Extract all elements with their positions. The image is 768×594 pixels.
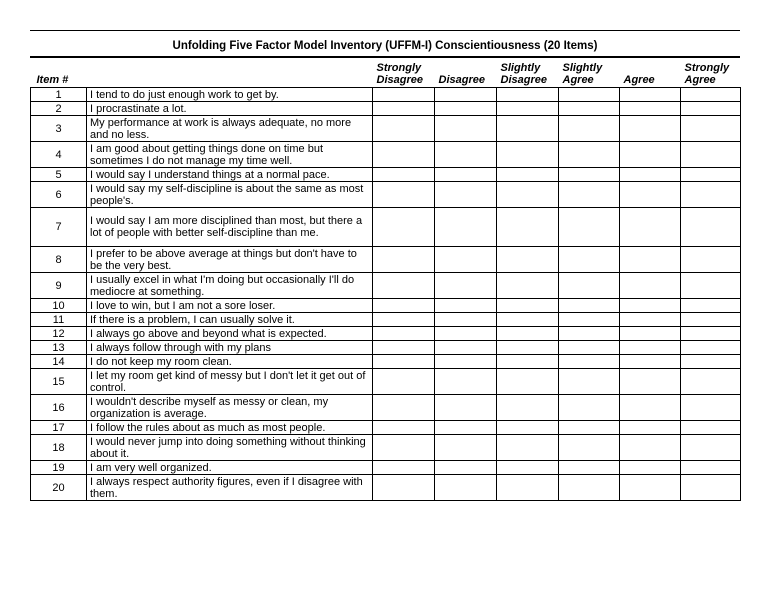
rating-cell-agree[interactable] [620, 369, 681, 395]
rating-cell-disagree[interactable] [435, 421, 497, 435]
item-number: 3 [31, 116, 87, 142]
rating-cell-strongly-disagree[interactable] [373, 299, 435, 313]
rating-cell-strongly-disagree[interactable] [373, 435, 435, 461]
rating-cell-strongly-agree[interactable] [681, 341, 741, 355]
item-statement: I love to win, but I am not a sore loser. [87, 299, 373, 313]
rating-cell-slightly-disagree[interactable] [497, 369, 559, 395]
rating-cell-strongly-agree[interactable] [681, 88, 741, 102]
rating-cell-slightly-agree[interactable] [559, 273, 620, 299]
rating-cell-strongly-disagree[interactable] [373, 247, 435, 273]
page-title: Unfolding Five Factor Model Inventory (UFFM-I) Conscientiousness (20 Items) [172, 40, 598, 52]
rating-cell-slightly-disagree[interactable] [497, 461, 559, 475]
rating-cell-strongly-disagree[interactable] [373, 341, 435, 355]
rating-cell-strongly-disagree[interactable] [373, 369, 435, 395]
rating-cell-slightly-agree[interactable] [559, 88, 620, 102]
rating-cell-slightly-disagree[interactable] [497, 247, 559, 273]
rating-cell-agree[interactable] [620, 142, 681, 168]
rating-cell-slightly-agree[interactable] [559, 435, 620, 461]
item-statement: I would say my self-discipline is about the same as most people's. [87, 182, 373, 208]
item-statement: I always go above and beyond what is expected. [87, 327, 373, 341]
rating-cell-slightly-disagree[interactable] [497, 299, 559, 313]
item-number: 8 [31, 247, 87, 273]
item-number: 20 [31, 475, 87, 501]
rating-cell-strongly-agree[interactable] [681, 142, 741, 168]
top-rule [30, 30, 740, 31]
rating-cell-disagree[interactable] [435, 395, 497, 421]
rating-cell-disagree[interactable] [435, 313, 497, 327]
rating-cell-slightly-agree[interactable] [559, 142, 620, 168]
table-row [31, 208, 741, 247]
inventory-page [30, 30, 740, 501]
rating-cell-strongly-agree[interactable] [681, 313, 741, 327]
item-statement: I always respect authority figures, even if I disagree with them. [87, 475, 373, 501]
table-row [31, 168, 741, 182]
rating-cell-slightly-agree[interactable] [559, 182, 620, 208]
item-statement: I prefer to be above average at things but don't have to be the very best. [87, 247, 373, 273]
item-statement: I wouldn't describe myself as messy or clean, my organization is average. [87, 395, 373, 421]
rating-cell-disagree[interactable] [435, 88, 497, 102]
table-row [31, 313, 741, 327]
item-statement: I always follow through with my plans [87, 341, 373, 355]
rating-cell-strongly-agree[interactable] [681, 327, 741, 341]
rating-cell-slightly-agree[interactable] [559, 208, 620, 247]
rating-cell-slightly-disagree[interactable] [497, 273, 559, 299]
table-row [31, 273, 741, 299]
rating-cell-agree[interactable] [620, 355, 681, 369]
item-statement: I do not keep my room clean. [87, 355, 373, 369]
rating-cell-slightly-agree[interactable] [559, 313, 620, 327]
rating-cell-slightly-disagree[interactable] [497, 182, 559, 208]
table-row [31, 475, 741, 501]
rating-cell-agree[interactable] [620, 116, 681, 142]
table-row [31, 327, 741, 341]
rating-cell-agree[interactable] [620, 313, 681, 327]
rating-cell-agree[interactable] [620, 168, 681, 182]
rating-cell-strongly-disagree[interactable] [373, 182, 435, 208]
rating-cell-agree[interactable] [620, 421, 681, 435]
rating-cell-slightly-agree[interactable] [559, 461, 620, 475]
header-row [31, 58, 741, 88]
header-disagree: Disagree [438, 74, 485, 86]
rating-cell-slightly-disagree[interactable] [497, 102, 559, 116]
rating-cell-strongly-disagree[interactable] [373, 461, 435, 475]
table-row [31, 182, 741, 208]
rating-cell-disagree[interactable] [435, 142, 497, 168]
rating-cell-disagree[interactable] [435, 273, 497, 299]
rating-cell-disagree[interactable] [435, 182, 497, 208]
header-slightly-disagree: Slightly Disagree [500, 62, 547, 86]
rating-cell-strongly-disagree[interactable] [373, 313, 435, 327]
rating-cell-disagree[interactable] [435, 208, 497, 247]
rating-cell-slightly-disagree[interactable] [497, 395, 559, 421]
rating-cell-slightly-disagree[interactable] [497, 475, 559, 501]
rating-cell-agree[interactable] [620, 475, 681, 501]
rating-cell-disagree[interactable] [435, 168, 497, 182]
rating-cell-strongly-agree[interactable] [681, 273, 741, 299]
rating-cell-disagree[interactable] [435, 341, 497, 355]
rating-cell-slightly-disagree[interactable] [497, 421, 559, 435]
statement-header [87, 58, 373, 88]
rating-cell-agree[interactable] [620, 182, 681, 208]
item-number: 14 [31, 355, 87, 369]
item-statement: I am good about getting things done on time but sometimes I do not manage my time well. [87, 142, 373, 168]
rating-cell-agree[interactable] [620, 102, 681, 116]
rating-cell-disagree[interactable] [435, 327, 497, 341]
table-row [31, 461, 741, 475]
item-number: 5 [31, 168, 87, 182]
item-statement: I would never jump into doing something without thinking about it. [87, 435, 373, 461]
rating-cell-slightly-agree[interactable] [559, 341, 620, 355]
table-row [31, 142, 741, 168]
table-row [31, 421, 741, 435]
item-number: 7 [31, 208, 87, 247]
table-row [31, 355, 741, 369]
rating-cell-strongly-agree[interactable] [681, 247, 741, 273]
rating-cell-agree[interactable] [620, 395, 681, 421]
rating-cell-disagree[interactable] [435, 116, 497, 142]
rating-cell-agree[interactable] [620, 299, 681, 313]
rating-cell-slightly-agree[interactable] [559, 168, 620, 182]
rating-cell-strongly-disagree[interactable] [373, 102, 435, 116]
rating-cell-agree[interactable] [620, 208, 681, 247]
rating-cell-strongly-disagree[interactable] [373, 475, 435, 501]
rating-cell-disagree[interactable] [435, 299, 497, 313]
rating-cell-disagree[interactable] [435, 461, 497, 475]
rating-cell-slightly-disagree[interactable] [497, 341, 559, 355]
rating-cell-strongly-agree[interactable] [681, 421, 741, 435]
item-number: 15 [31, 369, 87, 395]
item-number: 1 [31, 88, 87, 102]
item-statement: I let my room get kind of messy but I don't let it get out of control. [87, 369, 373, 395]
item-statement: I usually excel in what I'm doing but occasionally I'll do mediocre at something. [87, 273, 373, 299]
rating-cell-agree[interactable] [620, 461, 681, 475]
item-number: 18 [31, 435, 87, 461]
rating-cell-slightly-disagree[interactable] [497, 435, 559, 461]
item-number: 2 [31, 102, 87, 116]
rating-cell-slightly-agree[interactable] [559, 355, 620, 369]
item-statement: I tend to do just enough work to get by. [87, 88, 373, 102]
rating-cell-strongly-agree[interactable] [681, 395, 741, 421]
inventory-rows [31, 88, 741, 501]
rating-cell-agree[interactable] [620, 341, 681, 355]
table-row [31, 102, 741, 116]
rating-cell-strongly-disagree[interactable] [373, 208, 435, 247]
rating-cell-agree[interactable] [620, 247, 681, 273]
rating-cell-strongly-disagree[interactable] [373, 88, 435, 102]
rating-cell-strongly-disagree[interactable] [373, 273, 435, 299]
rating-cell-slightly-agree[interactable] [559, 369, 620, 395]
rating-cell-slightly-disagree[interactable] [497, 327, 559, 341]
rating-cell-strongly-agree[interactable] [681, 168, 741, 182]
rating-cell-strongly-agree[interactable] [681, 435, 741, 461]
item-number: 13 [31, 341, 87, 355]
rating-cell-agree[interactable] [620, 88, 681, 102]
rating-cell-agree[interactable] [620, 273, 681, 299]
item-statement: My performance at work is always adequate, no more and no less. [87, 116, 373, 142]
item-number: 12 [31, 327, 87, 341]
item-statement: I procrastinate a lot. [87, 102, 373, 116]
item-number: 9 [31, 273, 87, 299]
table-row [31, 435, 741, 461]
rating-cell-strongly-agree[interactable] [681, 355, 741, 369]
header-strongly-disagree: Strongly Disagree [376, 62, 423, 86]
rating-cell-strongly-disagree[interactable] [373, 327, 435, 341]
item-number: 19 [31, 461, 87, 475]
rating-cell-strongly-disagree[interactable] [373, 355, 435, 369]
item-number: 6 [31, 182, 87, 208]
table-row [31, 341, 741, 355]
rating-cell-strongly-agree[interactable] [681, 102, 741, 116]
rating-cell-strongly-agree[interactable] [681, 116, 741, 142]
rating-cell-slightly-agree[interactable] [559, 102, 620, 116]
item-number: 11 [31, 313, 87, 327]
rating-cell-strongly-disagree[interactable] [373, 421, 435, 435]
rating-cell-slightly-agree[interactable] [559, 247, 620, 273]
table-row [31, 369, 741, 395]
item-statement: I am very well organized. [87, 461, 373, 475]
rating-cell-disagree[interactable] [435, 435, 497, 461]
item-number: 10 [31, 299, 87, 313]
header-slightly-agree: Slightly Agree [562, 62, 603, 86]
item-statement: I would say I am more disciplined than most, but there a lot of people with better self-discipline than me. [87, 208, 373, 247]
rating-cell-strongly-disagree[interactable] [373, 168, 435, 182]
table-row [31, 299, 741, 313]
inventory-table [30, 58, 741, 501]
item-statement: I would say I understand things at a normal pace. [87, 168, 373, 182]
item-number: 16 [31, 395, 87, 421]
rating-cell-agree[interactable] [620, 435, 681, 461]
item-number: 4 [31, 142, 87, 168]
item-statement: If there is a problem, I can usually solve it. [87, 313, 373, 327]
rating-cell-slightly-agree[interactable] [559, 475, 620, 501]
rating-cell-disagree[interactable] [435, 355, 497, 369]
rating-cell-disagree[interactable] [435, 475, 497, 501]
rating-cell-slightly-agree[interactable] [559, 421, 620, 435]
header-agree: Agree [623, 74, 655, 86]
rating-cell-strongly-agree[interactable] [681, 208, 741, 247]
rating-cell-slightly-agree[interactable] [559, 395, 620, 421]
rating-cell-slightly-disagree[interactable] [497, 116, 559, 142]
rating-cell-strongly-disagree[interactable] [373, 142, 435, 168]
rating-cell-disagree[interactable] [435, 369, 497, 395]
rating-cell-slightly-disagree[interactable] [497, 168, 559, 182]
rating-cell-slightly-agree[interactable] [559, 299, 620, 313]
rating-cell-strongly-agree[interactable] [681, 299, 741, 313]
rating-cell-slightly-disagree[interactable] [497, 313, 559, 327]
rating-cell-strongly-agree[interactable] [681, 369, 741, 395]
rating-cell-slightly-disagree[interactable] [497, 142, 559, 168]
item-number-header: Item # [36, 74, 69, 86]
rating-cell-disagree[interactable] [435, 247, 497, 273]
rating-cell-strongly-agree[interactable] [681, 461, 741, 475]
rating-cell-slightly-disagree[interactable] [497, 88, 559, 102]
rating-cell-strongly-disagree[interactable] [373, 395, 435, 421]
table-row [31, 88, 741, 102]
rating-cell-strongly-agree[interactable] [681, 475, 741, 501]
header-strongly-agree: Strongly Agree [684, 62, 730, 86]
rating-cell-strongly-disagree[interactable] [373, 116, 435, 142]
rating-cell-slightly-disagree[interactable] [497, 355, 559, 369]
table-row [31, 247, 741, 273]
table-row [31, 395, 741, 421]
rating-cell-disagree[interactable] [435, 102, 497, 116]
table-row [31, 116, 741, 142]
rating-cell-slightly-agree[interactable] [559, 327, 620, 341]
item-statement: I follow the rules about as much as most people. [87, 421, 373, 435]
rating-cell-slightly-agree[interactable] [559, 116, 620, 142]
rating-cell-agree[interactable] [620, 327, 681, 341]
rating-cell-slightly-disagree[interactable] [497, 208, 559, 247]
item-number: 17 [31, 421, 87, 435]
rating-cell-strongly-agree[interactable] [681, 182, 741, 208]
